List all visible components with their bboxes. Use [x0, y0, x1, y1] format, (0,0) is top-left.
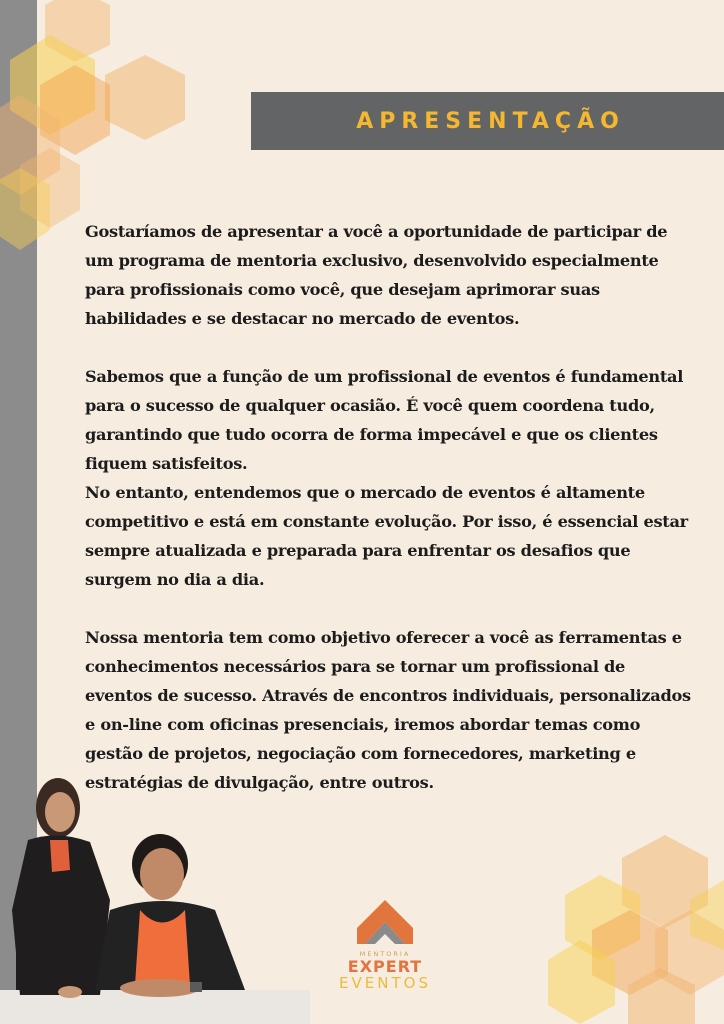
mentors-photo [0, 760, 320, 1024]
logo [330, 898, 440, 1008]
paragraph-mentoring: Nossa mentoria tem como objetivo oferecer a você as ferramentas e conhecimentos necessários para se tornar um profissional de eventos de sucesso. Através de encontros individuais, personalizados e on-line com oficinas presenciais, iremos abordar temas como gestão de projetos, negociação com fornecedores, marketing e estratégias de divulgação, entre outros. [85, 628, 691, 792]
paragraph-intro: Gostaríamos de apresentar a você a oportunidade de participar de um programa de mentoria exclusivo, desenvolvido especialmente para profissionais como você, que desejam aprimorar suas habilidades e se destacar no mercado de eventos. [85, 222, 668, 328]
logo-word-expert: EXPERT [347, 957, 423, 976]
logo-word-eventos: EVENTOS [339, 974, 431, 992]
body-text [85, 217, 695, 826]
paragraph-market: No entanto, entendemos que o mercado de eventos é altamente competitivo e está em constante evolução. Por isso, é essencial estar sempre atualizada e preparada para enfrentar os desafios que surgem no dia a dia. [85, 483, 688, 589]
mentor-seated [95, 834, 245, 997]
page-title: APRESENTAÇÃO [356, 108, 625, 134]
hexagon-cluster-bottom-right [548, 835, 724, 1024]
title-banner [251, 92, 724, 150]
logo-mark-icon [355, 898, 415, 944]
mentor-standing [12, 778, 110, 998]
logo-tagline: MENTORIA [359, 950, 411, 958]
paragraph-role: Sabemos que a função de um profissional de eventos é fundamental para o sucesso de qualquer ocasião. É você quem coordena tudo, garantindo que tudo ocorra de forma impecável e que os clientes fiquem satisfeitos. [85, 367, 684, 473]
